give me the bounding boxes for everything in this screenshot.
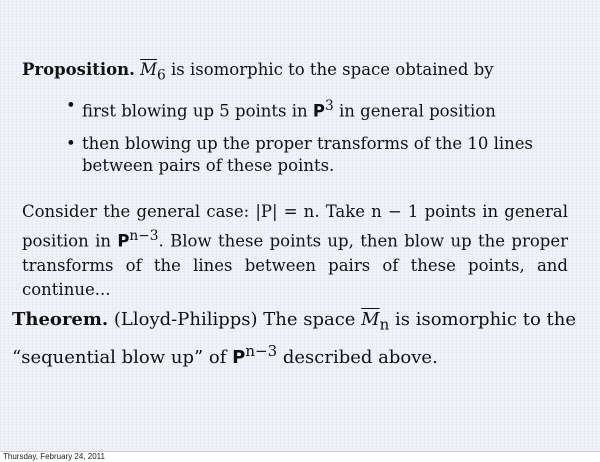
theorem-heading: Theorem. — [12, 309, 109, 330]
proposition-statement — [22, 59, 582, 86]
bullet-icon: • — [66, 133, 76, 153]
moduli-space-symbol: $\overline{M}_n$ — [361, 309, 390, 334]
list-item: • first blowing up 5 points in $P^3$ in general position — [66, 96, 496, 121]
footer-date: Thursday, February 24, 2011 — [3, 452, 105, 461]
moduli-space-symbol: $\overline{M}_6$ — [140, 60, 166, 84]
bullet-icon: • — [66, 96, 76, 115]
theorem-statement: Theorem. (Lloyd-Philipps) The space $\overline{M}_n$ is isomorphic to the “sequential blow up” of $P^{n-3}$ described above. — [12, 309, 577, 368]
bullet-list — [66, 95, 576, 187]
proposition-heading: Proposition. — [22, 60, 135, 79]
general-case-paragraph: Consider the general case: |P| = n. Take n − 1 points in general position in $P^{n-3}$. Blow these points up, then blow up the proper transforms of the lines between pairs of these points, and continue... — [22, 202, 568, 299]
proposition-text: is isomorphic to the space obtained by — [165, 60, 494, 79]
list-item: • then blowing up the proper transforms of the 10 lines between pairs of these points. — [66, 133, 533, 175]
